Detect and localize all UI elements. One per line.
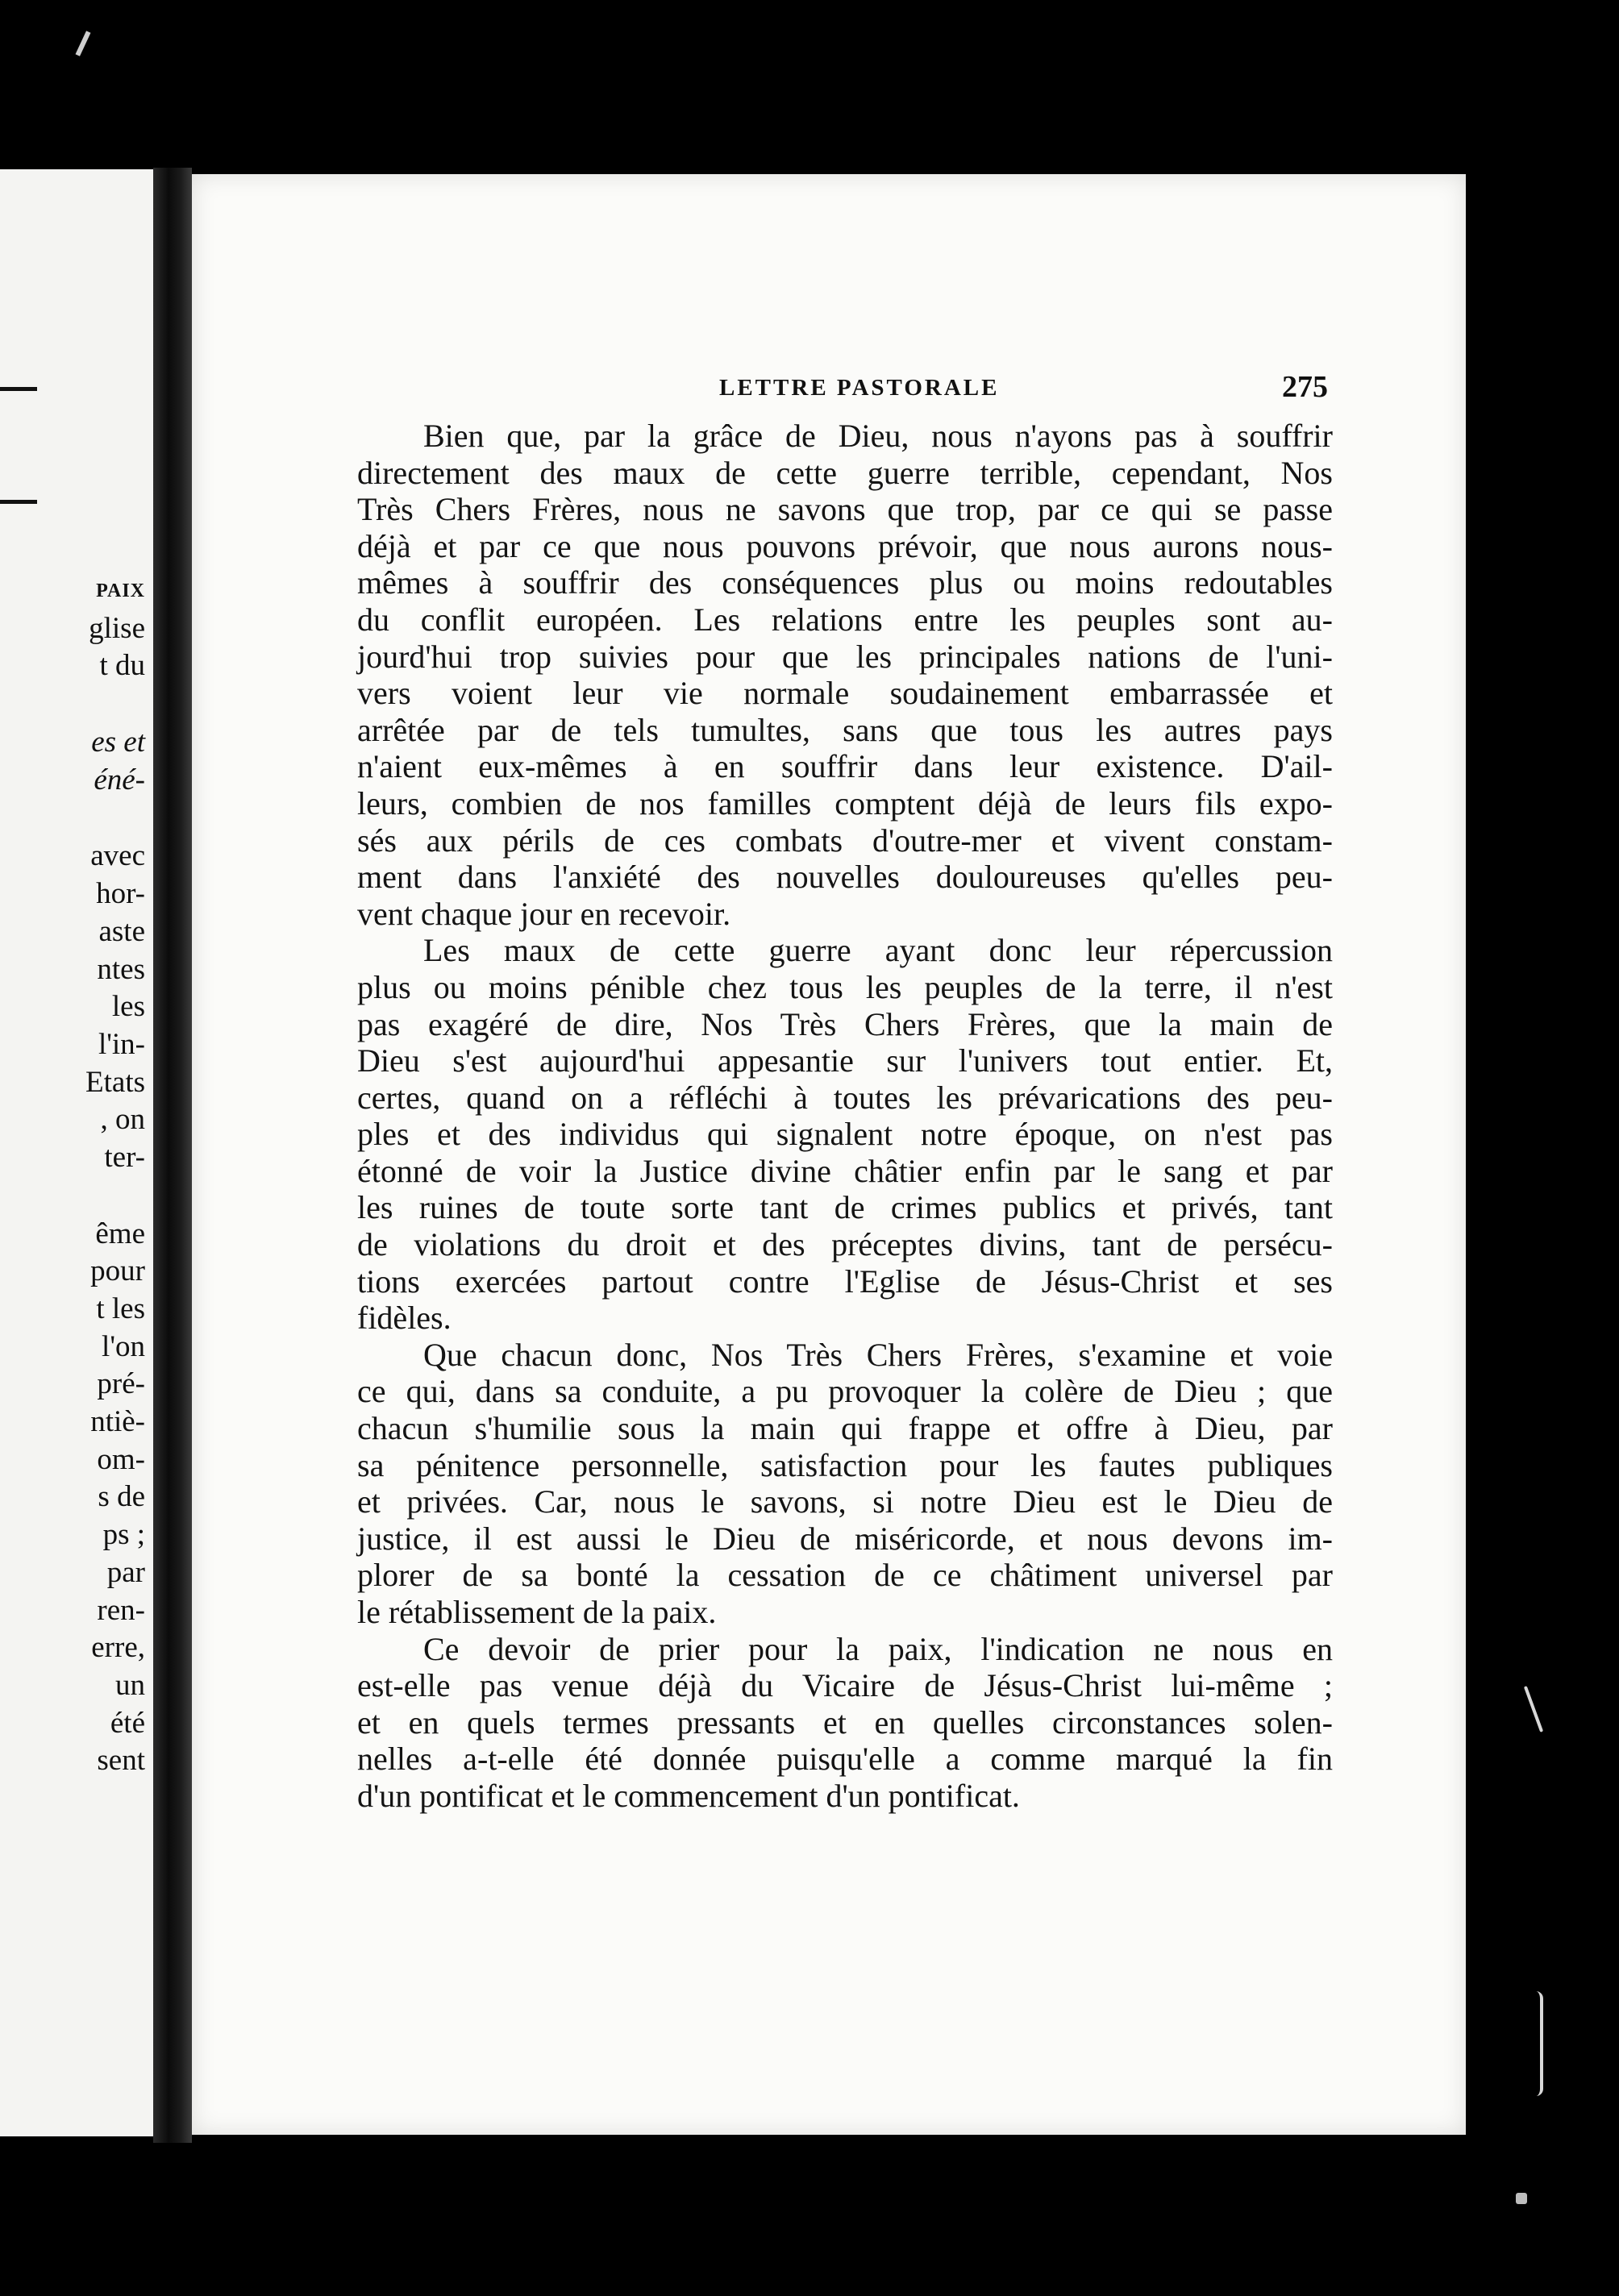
facing-page-line: été [110,1706,145,1740]
text-line: Bien que, par la grâce de Dieu, nous n'ayons pas à souffrir [423,418,1333,454]
text-line: chacun s'humilie sous la main qui frappe et offre à Dieu, par [357,1410,1333,1447]
text-line: nelles a-t-elle été donnée puisqu'elle a comme marqué la fin [357,1741,1333,1778]
facing-page-line [0,799,145,838]
text-line: certes, quand on a réfléchi à toutes les prévarications des peu- [357,1079,1333,1116]
text-line: plorer de sa bonté la cessation de ce châtiment universel par [357,1557,1333,1594]
text-line: justice, il est aussi le Dieu de miséricorde, et nous devons im- [357,1520,1333,1557]
text-line: sa pénitence personnelle, satisfaction pour les fautes publiques [357,1446,1333,1483]
text-line: sés aux périls de ces combats d'outre-mer et vivent constam- [357,821,1333,859]
facing-page-line: ps ; [102,1518,145,1552]
facing-page-line: sent [97,1744,145,1778]
rule-line [0,387,37,391]
facing-page-line [0,1177,145,1216]
text-line: vers voient leur vie normale soudainement embarrassée et [357,675,1333,712]
text-line: plus ou moins pénible chez tous les peuples de la terre, il n'est [357,968,1333,1005]
page-275 [192,174,1466,2135]
text-line: le rétablissement de la paix. [357,1594,717,1630]
text-line: d'un pontificat et le commencement d'un pontificat. [357,1777,1020,1814]
text-line: jourd'hui trop suivies pour que les principales nations de l'uni- [357,638,1333,675]
text-line: ce qui, dans sa conduite, a pu provoquer la colère de Dieu ; que [357,1373,1333,1410]
page-number: 275 [1282,370,1328,404]
facing-page-text [0,572,145,1780]
facing-page-line: ntiè- [90,1405,145,1439]
rule-line [0,500,37,504]
text-line: déjà et par ce que nous pouvons prévoir, que nous aurons nous- [357,527,1333,564]
facing-page-line: avec [90,839,145,873]
text-line: Ce devoir de prier pour la paix, l'indication ne nous en [423,1630,1333,1667]
text-line: leurs, combien de nos familles comptent déjà de leurs fils expo- [357,784,1333,821]
facing-page-line: t les [96,1292,145,1325]
text-line: et privées. Car, nous le savons, si notre Dieu est le Dieu de [357,1483,1333,1520]
facing-page-line: ren- [97,1593,145,1627]
facing-page-line: pour [90,1254,145,1288]
facing-page-line: les [111,990,145,1024]
running-head: LETTRE PASTORALE [719,375,1000,401]
text-line: de violations du droit et des préceptes divins, tant de persécu- [357,1226,1333,1263]
text-line: ples et des individus qui signalent notre époque, on n'est pas [357,1116,1333,1153]
text-line: Très Chers Frères, nous ne savons que trop, par ce qui se passe [357,491,1333,528]
facing-page-line: aste [98,914,145,948]
book-gutter [153,168,192,2143]
facing-page-line: Etats [85,1065,145,1099]
text-line: Que chacun donc, Nos Très Chers Frères, s'examine et voie [423,1336,1333,1373]
facing-page-line: l'in- [98,1027,145,1061]
facing-page-line: , on [100,1103,145,1137]
facing-page-line: l'on [102,1329,145,1363]
facing-page-line: ntes [97,952,145,986]
scan-mark [76,31,91,56]
facing-page-line: ême [95,1217,145,1250]
text-line: les ruines de toute sorte tant de crimes publics et privés, tant [357,1189,1333,1226]
facing-page-left [0,169,160,2136]
text-line: et en quels termes pressants et en quelles circonstances solen- [357,1703,1333,1741]
facing-page-line: glise [89,611,145,645]
text-line: est-elle pas venue déjà du Vicaire de Jésus-Christ lui-même ; [357,1667,1333,1704]
facing-page-line: PAIX [96,580,145,601]
text-line: directement des maux de cette guerre terrible, cependant, Nos [357,454,1333,491]
facing-page-line: éné- [94,763,145,797]
facing-page-line: ter- [104,1140,145,1174]
text-line: mêmes à souffrir des conséquences plus ou moins redoutables [357,564,1333,601]
facing-page-line: par [106,1555,145,1589]
text-line: vent chaque jour en recevoir. [357,895,731,932]
text-line: étonné de voir la Justice divine châtier enfin par le sang et par [357,1152,1333,1189]
text-line: fidèles. [357,1300,452,1337]
text-line: tions exercées partout contre l'Eglise de Jésus-Christ et ses [357,1262,1333,1300]
text-line: du conflit européen. Les relations entre les peuples sont au- [357,601,1333,638]
facing-page-line: pré- [97,1367,145,1401]
facing-page-line: es et [91,726,145,759]
facing-page-line [0,685,145,724]
text-line: pas exagéré de dire, Nos Très Chers Frères, que la main de [357,1005,1333,1042]
scan-mark [1516,2193,1527,2204]
text-line: n'aient eux-mêmes à en souffrir dans leur existence. D'ail- [357,748,1333,785]
scan-mark [1524,1686,1543,1732]
facing-page-line: erre, [91,1631,145,1665]
text-line: Dieu s'est aujourd'hui appesantie sur l'univers tout entier. Et, [357,1042,1333,1079]
scan-mark [1536,1991,1543,2096]
facing-page-line: s de [98,1480,145,1514]
facing-page-line: om- [97,1442,145,1476]
text-line: arrêtée par de tels tumultes, sans que tous les autres pays [357,711,1333,748]
text-line: ment dans l'anxiété des nouvelles douloureuses qu'elles peu- [357,859,1333,896]
facing-page-line: t du [99,649,145,683]
body-text [357,418,1333,1815]
facing-page-line: hor- [96,877,145,911]
facing-page-line: un [115,1668,145,1702]
text-line: Les maux de cette guerre ayant donc leur répercussion [423,932,1333,969]
